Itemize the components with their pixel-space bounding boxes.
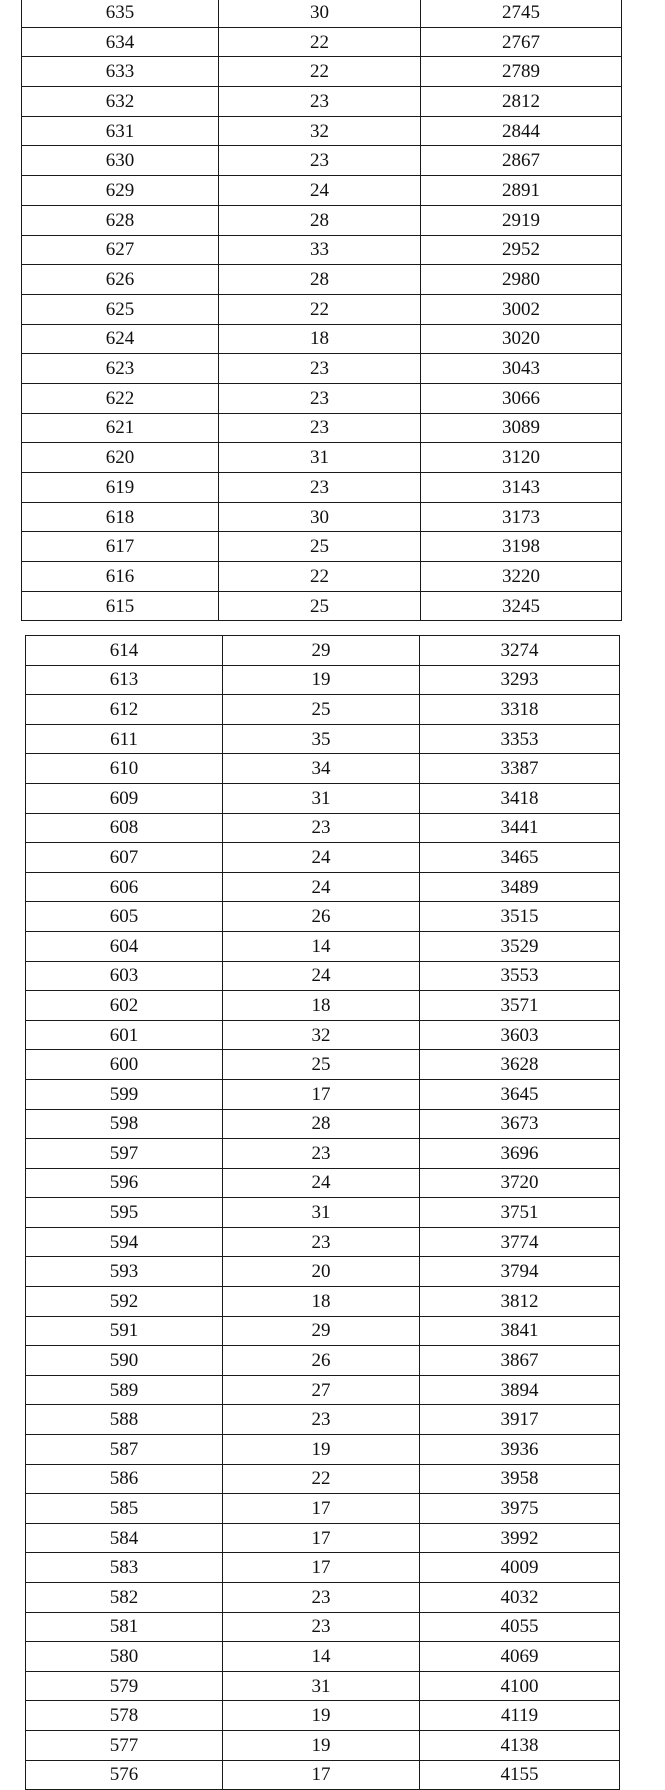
count-cell: 17 [223, 1079, 420, 1109]
count-cell: 19 [223, 1701, 420, 1731]
cumulative-cell: 2952 [421, 235, 622, 265]
score-cell: 582 [26, 1583, 223, 1613]
table-row [26, 1139, 620, 1169]
count-cell: 24 [223, 961, 420, 991]
table-row [22, 532, 622, 562]
score-cell: 609 [26, 783, 223, 813]
score-cell: 617 [22, 532, 219, 562]
count-cell: 23 [219, 473, 421, 503]
count-cell: 27 [223, 1375, 420, 1405]
cumulative-cell: 4032 [420, 1583, 620, 1613]
count-cell: 26 [223, 902, 420, 932]
score-cell: 613 [26, 665, 223, 695]
count-cell: 23 [223, 1405, 420, 1435]
cumulative-cell: 4069 [420, 1642, 620, 1672]
count-cell: 24 [219, 176, 421, 206]
score-cell: 624 [22, 324, 219, 354]
table-row [26, 843, 620, 873]
cumulative-cell: 3198 [421, 532, 622, 562]
score-cell: 628 [22, 205, 219, 235]
count-cell: 25 [223, 695, 420, 725]
count-cell: 22 [223, 1464, 420, 1494]
score-cell: 585 [26, 1494, 223, 1524]
score-cell: 590 [26, 1346, 223, 1376]
table-row [22, 562, 622, 592]
table-row [22, 443, 622, 473]
count-cell: 31 [219, 443, 421, 473]
score-cell: 622 [22, 383, 219, 413]
count-cell: 25 [219, 591, 421, 621]
table-row [22, 324, 622, 354]
table-row [26, 636, 620, 666]
table-row [26, 1227, 620, 1257]
table-row [26, 1050, 620, 1080]
count-cell: 31 [223, 783, 420, 813]
cumulative-cell: 2919 [421, 205, 622, 235]
table-row [22, 354, 622, 384]
score-cell: 592 [26, 1287, 223, 1317]
score-cell: 594 [26, 1227, 223, 1257]
count-cell: 17 [223, 1523, 420, 1553]
table-row [26, 1671, 620, 1701]
table-row [26, 695, 620, 725]
cumulative-cell: 4100 [420, 1671, 620, 1701]
cumulative-cell: 3628 [420, 1050, 620, 1080]
score-cell: 615 [22, 591, 219, 621]
score-cell: 623 [22, 354, 219, 384]
table-row [22, 57, 622, 87]
cumulative-cell: 4138 [420, 1730, 620, 1760]
table-row [26, 1109, 620, 1139]
count-cell: 23 [223, 1139, 420, 1169]
cumulative-cell: 3571 [420, 991, 620, 1021]
score-cell: 611 [26, 724, 223, 754]
table-row [22, 473, 622, 503]
cumulative-cell: 2767 [421, 27, 622, 57]
cumulative-cell: 3043 [421, 354, 622, 384]
table-row [22, 146, 622, 176]
count-cell: 23 [223, 1612, 420, 1642]
score-cell: 587 [26, 1435, 223, 1465]
table-row [26, 961, 620, 991]
cumulative-cell: 2844 [421, 116, 622, 146]
cumulative-cell: 3002 [421, 294, 622, 324]
cumulative-cell: 4155 [420, 1760, 620, 1790]
cumulative-cell: 3441 [420, 813, 620, 843]
count-cell: 23 [223, 813, 420, 843]
table-row [26, 872, 620, 902]
count-cell: 19 [223, 1730, 420, 1760]
count-cell: 22 [219, 562, 421, 592]
table-row [26, 1079, 620, 1109]
count-cell: 18 [219, 324, 421, 354]
table-row [26, 1464, 620, 1494]
count-cell: 24 [223, 1168, 420, 1198]
count-cell: 32 [219, 116, 421, 146]
score-cell: 630 [22, 146, 219, 176]
score-cell: 605 [26, 902, 223, 932]
score-cell: 629 [22, 176, 219, 206]
cumulative-cell: 3774 [420, 1227, 620, 1257]
table-row [26, 1730, 620, 1760]
table-row [22, 87, 622, 117]
score-cell: 579 [26, 1671, 223, 1701]
cumulative-cell: 3936 [420, 1435, 620, 1465]
count-cell: 25 [223, 1050, 420, 1080]
score-cell: 635 [22, 0, 219, 27]
count-cell: 23 [219, 354, 421, 384]
cumulative-cell: 3794 [420, 1257, 620, 1287]
cumulative-cell: 3603 [420, 1020, 620, 1050]
cumulative-cell: 3720 [420, 1168, 620, 1198]
cumulative-cell: 3515 [420, 902, 620, 932]
table-row [26, 902, 620, 932]
count-cell: 17 [223, 1760, 420, 1790]
score-cell: 621 [22, 413, 219, 443]
table-row [26, 1435, 620, 1465]
table-row [22, 413, 622, 443]
cumulative-cell: 3089 [421, 413, 622, 443]
cumulative-cell: 2891 [421, 176, 622, 206]
table-row [22, 205, 622, 235]
table-row [26, 1612, 620, 1642]
cumulative-cell: 4055 [420, 1612, 620, 1642]
count-cell: 23 [219, 413, 421, 443]
cumulative-cell: 3917 [420, 1405, 620, 1435]
score-cell: 634 [22, 27, 219, 57]
score-cell: 620 [22, 443, 219, 473]
score-cell: 616 [22, 562, 219, 592]
score-cell: 588 [26, 1405, 223, 1435]
table-row [26, 1523, 620, 1553]
score-cell: 610 [26, 754, 223, 784]
score-cell: 599 [26, 1079, 223, 1109]
score-cell: 596 [26, 1168, 223, 1198]
table-row [26, 1257, 620, 1287]
count-cell: 23 [219, 146, 421, 176]
cumulative-cell: 2789 [421, 57, 622, 87]
table-row [22, 591, 622, 621]
count-cell: 19 [223, 665, 420, 695]
count-cell: 14 [223, 1642, 420, 1672]
cumulative-cell: 3387 [420, 754, 620, 784]
table-row [26, 724, 620, 754]
count-cell: 17 [223, 1553, 420, 1583]
table-row [26, 1287, 620, 1317]
score-cell: 633 [22, 57, 219, 87]
table-row [26, 1375, 620, 1405]
count-cell: 31 [223, 1198, 420, 1228]
score-cell: 618 [22, 502, 219, 532]
score-cell: 604 [26, 931, 223, 961]
cumulative-cell: 3353 [420, 724, 620, 754]
table-row [22, 265, 622, 295]
score-cell: 576 [26, 1760, 223, 1790]
table-row [22, 116, 622, 146]
score-cell: 595 [26, 1198, 223, 1228]
cumulative-cell: 3274 [420, 636, 620, 666]
table-row [26, 1760, 620, 1790]
cumulative-cell: 2812 [421, 87, 622, 117]
count-cell: 29 [223, 636, 420, 666]
count-cell: 23 [219, 87, 421, 117]
score-table-upper [21, 0, 622, 621]
table-row [26, 665, 620, 695]
score-cell: 606 [26, 872, 223, 902]
cumulative-cell: 3318 [420, 695, 620, 725]
score-cell: 602 [26, 991, 223, 1021]
cumulative-cell: 3220 [421, 562, 622, 592]
score-cell: 607 [26, 843, 223, 873]
cumulative-cell: 3975 [420, 1494, 620, 1524]
score-cell: 591 [26, 1316, 223, 1346]
score-cell: 614 [26, 636, 223, 666]
cumulative-cell: 3120 [421, 443, 622, 473]
score-cell: 631 [22, 116, 219, 146]
cumulative-cell: 3066 [421, 383, 622, 413]
score-cell: 580 [26, 1642, 223, 1672]
table-row [22, 383, 622, 413]
table-row [26, 754, 620, 784]
count-cell: 17 [223, 1494, 420, 1524]
count-cell: 22 [219, 294, 421, 324]
score-cell: 577 [26, 1730, 223, 1760]
count-cell: 23 [219, 383, 421, 413]
table-row [26, 1494, 620, 1524]
count-cell: 19 [223, 1435, 420, 1465]
cumulative-cell: 3293 [420, 665, 620, 695]
cumulative-cell: 3020 [421, 324, 622, 354]
score-cell: 619 [22, 473, 219, 503]
cumulative-cell: 3812 [420, 1287, 620, 1317]
cumulative-cell: 3173 [421, 502, 622, 532]
table-row [26, 931, 620, 961]
count-cell: 30 [219, 502, 421, 532]
count-cell: 20 [223, 1257, 420, 1287]
count-cell: 22 [219, 27, 421, 57]
score-cell: 603 [26, 961, 223, 991]
score-cell: 586 [26, 1464, 223, 1494]
count-cell: 18 [223, 991, 420, 1021]
table-row [22, 0, 622, 27]
count-cell: 28 [219, 265, 421, 295]
cumulative-cell: 4009 [420, 1553, 620, 1583]
count-cell: 30 [219, 0, 421, 27]
count-cell: 23 [223, 1227, 420, 1257]
cumulative-cell: 3245 [421, 591, 622, 621]
score-cell: 584 [26, 1523, 223, 1553]
score-cell: 601 [26, 1020, 223, 1050]
table-row [26, 1346, 620, 1376]
table-row [26, 813, 620, 843]
score-cell: 612 [26, 695, 223, 725]
cumulative-cell: 2745 [421, 0, 622, 27]
cumulative-cell: 3992 [420, 1523, 620, 1553]
count-cell: 22 [219, 57, 421, 87]
score-table-upper-body [22, 0, 622, 621]
cumulative-cell: 3958 [420, 1464, 620, 1494]
score-cell: 589 [26, 1375, 223, 1405]
count-cell: 24 [223, 843, 420, 873]
score-cell: 632 [22, 87, 219, 117]
cumulative-cell: 3867 [420, 1346, 620, 1376]
cumulative-cell: 3894 [420, 1375, 620, 1405]
cumulative-cell: 4119 [420, 1701, 620, 1731]
count-cell: 29 [223, 1316, 420, 1346]
count-cell: 25 [219, 532, 421, 562]
table-row [26, 1583, 620, 1613]
score-cell: 593 [26, 1257, 223, 1287]
cumulative-cell: 3418 [420, 783, 620, 813]
table-row [26, 1020, 620, 1050]
table-row [22, 294, 622, 324]
table-row [26, 1405, 620, 1435]
count-cell: 23 [223, 1583, 420, 1613]
count-cell: 28 [219, 205, 421, 235]
cumulative-cell: 3645 [420, 1079, 620, 1109]
cumulative-cell: 3489 [420, 872, 620, 902]
cumulative-cell: 3841 [420, 1316, 620, 1346]
score-cell: 581 [26, 1612, 223, 1642]
cumulative-cell: 3553 [420, 961, 620, 991]
score-table-lower-body [26, 636, 620, 1790]
score-cell: 597 [26, 1139, 223, 1169]
cumulative-cell: 3696 [420, 1139, 620, 1169]
count-cell: 24 [223, 872, 420, 902]
table-row [26, 991, 620, 1021]
score-cell: 578 [26, 1701, 223, 1731]
cumulative-cell: 3143 [421, 473, 622, 503]
table-row [22, 176, 622, 206]
cumulative-cell: 3465 [420, 843, 620, 873]
count-cell: 32 [223, 1020, 420, 1050]
cumulative-cell: 3673 [420, 1109, 620, 1139]
cumulative-cell: 3529 [420, 931, 620, 961]
cumulative-cell: 2980 [421, 265, 622, 295]
score-cell: 608 [26, 813, 223, 843]
cumulative-cell: 3751 [420, 1198, 620, 1228]
count-cell: 35 [223, 724, 420, 754]
cumulative-cell: 2867 [421, 146, 622, 176]
table-row [26, 1168, 620, 1198]
count-cell: 14 [223, 931, 420, 961]
count-cell: 34 [223, 754, 420, 784]
table-row [26, 1316, 620, 1346]
table-row [22, 235, 622, 265]
count-cell: 31 [223, 1671, 420, 1701]
score-cell: 600 [26, 1050, 223, 1080]
table-row [26, 1553, 620, 1583]
table-row [26, 1198, 620, 1228]
score-cell: 625 [22, 294, 219, 324]
table-row [26, 1701, 620, 1731]
count-cell: 18 [223, 1287, 420, 1317]
table-row [22, 502, 622, 532]
score-cell: 627 [22, 235, 219, 265]
score-cell: 598 [26, 1109, 223, 1139]
count-cell: 28 [223, 1109, 420, 1139]
table-row [26, 783, 620, 813]
score-cell: 626 [22, 265, 219, 295]
count-cell: 33 [219, 235, 421, 265]
score-cell: 583 [26, 1553, 223, 1583]
table-row [26, 1642, 620, 1672]
count-cell: 26 [223, 1346, 420, 1376]
score-table-lower [25, 635, 620, 1790]
table-row [22, 27, 622, 57]
